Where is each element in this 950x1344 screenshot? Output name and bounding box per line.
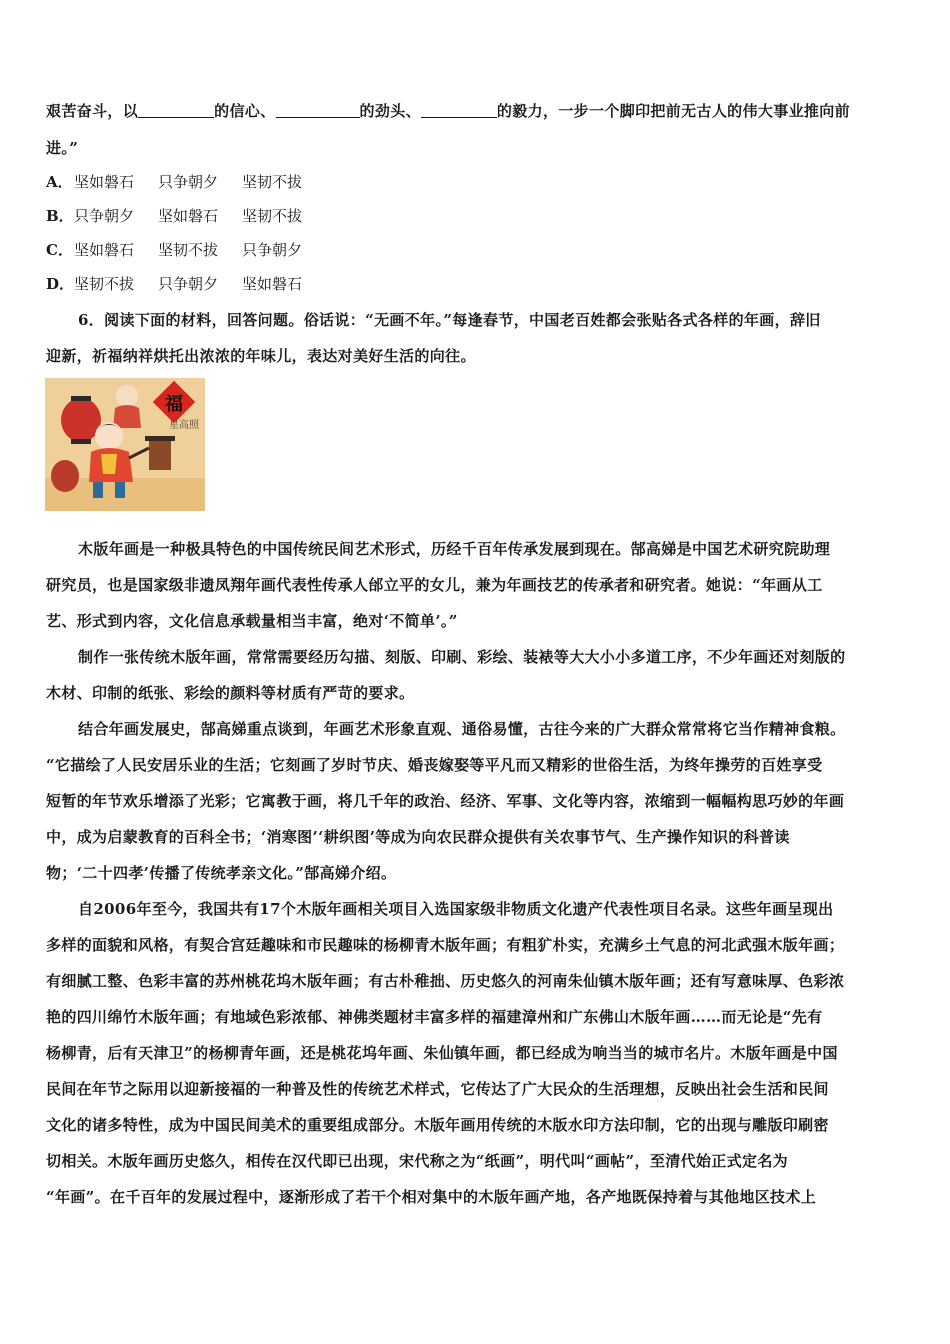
option-word-2: 坚韧不拔	[158, 241, 219, 259]
paragraph-line: 切相关。木版年画历史悠久，相传在汉代即已出现，宋代称之为“纸画”，明代叫“画帖”，至清代始正式定名为	[46, 1152, 789, 1170]
q5-option-a[interactable]	[46, 172, 326, 192]
q5-blank-3	[421, 103, 497, 118]
paragraph-line: 中，成为启蒙教育的百科全书；‘消寒图’‘耕织图’等成为向农民群众提供有关农事节气、生产操作知识的科普读	[46, 828, 790, 846]
paragraph-line: “年画”。在千百年的发展过程中，逐渐形成了若干个相对集中的木版年画产地，各产地既保持着与其他地区技术上	[46, 1188, 817, 1206]
q5-blank-1	[138, 103, 214, 118]
option-word-3: 坚如磐石	[242, 275, 303, 293]
new-year-painting-image	[45, 378, 205, 511]
paragraph-line: 多样的面貌和风格，有契合宫廷趣味和市民趣味的杨柳青木版年画；有粗犷朴实，充满乡土气息的河北武强木版年画；	[46, 936, 845, 954]
q6-intro-line-2: 迎新，祈福纳祥烘托出浓浓的年味儿，表达对美好生活的向往。	[46, 347, 476, 365]
option-word-3: 只争朝夕	[242, 241, 303, 259]
paragraph-line: 有细腻工整、色彩丰富的苏州桃花坞木版年画；有古朴稚拙、历史悠久的河南朱仙镇木版年画；还有写意味厚、色彩浓	[46, 972, 845, 990]
option-word-2: 只争朝夕	[158, 275, 219, 293]
paragraph-line: 木版年画是一种极具特色的中国传统民间艺术形式，历经千百年传承发展到现在。郜高娣是中国艺术研究院助理	[78, 540, 831, 558]
paragraph-line: 木材、印制的纸张、彩绘的颜料等材质有严苛的要求。	[46, 684, 415, 702]
fu-character: 福	[165, 394, 183, 415]
q5-stem-line-1	[46, 101, 906, 121]
q5-stem-text-d: 的毅力，一步一个脚印把前无古人的伟大事业推向前	[496, 102, 850, 120]
q5-stem-text-b: 的信心、	[214, 102, 276, 120]
paragraph-line: 研究员，也是国家级非遗凤翔年画代表性传承人邰立平的女儿，兼为年画技艺的传承者和研究者。她说：“年画从工	[46, 576, 823, 594]
option-word-1: 只争朝夕	[74, 207, 135, 225]
option-word-1: 坚韧不拔	[74, 275, 135, 293]
q5-stem-line-2: 进。”	[46, 139, 79, 157]
option-letter: C．	[46, 241, 73, 259]
option-word-3: 坚韧不拔	[242, 173, 303, 191]
q5-stem-text-a: 艰苦奋斗，以	[46, 102, 139, 120]
paragraph-line: 制作一张传统木版年画，常常需要经历勾描、刻版、印刷、彩绘、装裱等大大小小多道工序，不少年画还对刻版的	[78, 648, 846, 666]
paragraph-line: 结合年画发展史，郜高娣重点谈到，年画艺术形象直观、通俗易懂，古往今来的广大群众常常将它当作精神食粮。	[78, 720, 846, 738]
q5-blank-2	[276, 103, 360, 118]
paragraph-line: 物；‘二十四孝’传播了传统孝亲文化。”郜高娣介绍。	[46, 864, 397, 882]
q5-stem-text-c: 的劲头、	[359, 102, 421, 120]
paragraph-line: 文化的诸多特性，成为中国民间美术的重要组成部分。木版年画用传统的木版水印方法印制，它的出现与雕版印刷密	[46, 1116, 829, 1134]
paragraph-line: 民间在年节之际用以迎新接福的一种普及性的传统艺术样式，它传达了广大民众的生活理想，反映出社会生活和民间	[46, 1080, 829, 1098]
paragraph-line: 艺、形式到内容，文化信息承载量相当丰富，绝对‘不简单’。”	[46, 612, 458, 630]
paragraph-line: 杨柳青，后有天津卫”的杨柳青年画，还是桃花坞年画、朱仙镇年画，都已经成为响当当的城市名片。木版年画是中国	[46, 1044, 838, 1062]
paragraph-line: 自2006年至今，我国共有17个木版年画相关项目入选国家级非物质文化遗产代表性项目名录。这些年画呈现出	[78, 900, 834, 918]
option-word-1: 坚如磐石	[74, 241, 135, 259]
q6-intro-line-1: 6．阅读下面的材料，回答问题。俗话说：“无画不年。”每逢春节，中国老百姓都会张贴各式各样的年画，辞旧	[78, 311, 821, 329]
option-letter: B．	[46, 207, 74, 225]
option-word-2: 坚如磐石	[158, 207, 219, 225]
option-word-3: 坚韧不拔	[242, 207, 303, 225]
option-word-2: 只争朝夕	[158, 173, 219, 191]
q5-option-c[interactable]	[46, 240, 326, 260]
paragraph-line: “它描绘了人民安居乐业的生活；它刻画了岁时节庆、婚丧嫁娶等平凡而又精彩的世俗生活，为终年操劳的百姓享受	[46, 756, 823, 774]
paragraph-line: 短暂的年节欢乐增添了光彩；它寓教于画，将几千年的政治、经济、军事、文化等内容，浓缩到一幅幅构思巧妙的年画	[46, 792, 845, 810]
q5-option-d[interactable]	[46, 274, 326, 294]
option-letter: D．	[46, 275, 75, 293]
option-letter: A．	[46, 173, 73, 191]
image-caption: 星高照	[169, 420, 199, 431]
option-word-1: 坚如磐石	[74, 173, 135, 191]
paragraph-line: 艳的四川绵竹木版年画；有地域色彩浓郁、神佛类题材丰富多样的福建漳州和广东佛山木版年画……而无论是“先有	[46, 1008, 823, 1026]
q5-option-b[interactable]	[46, 206, 326, 226]
